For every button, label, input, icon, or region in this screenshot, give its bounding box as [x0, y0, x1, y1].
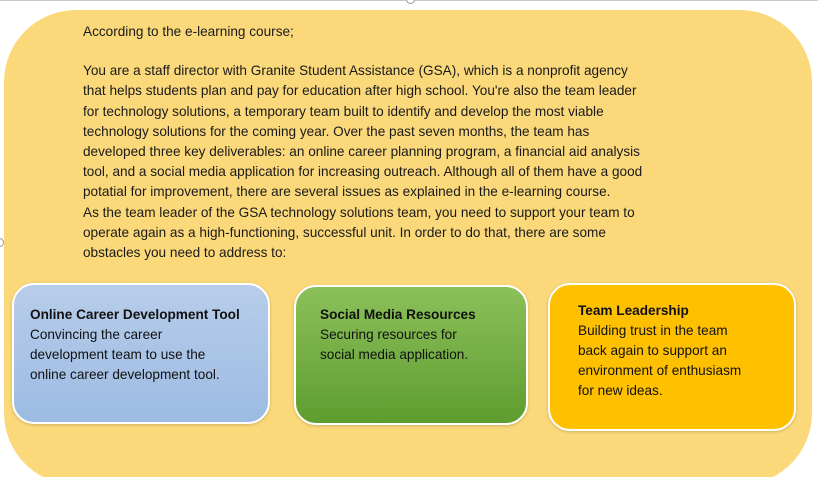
intro-line: tool, and a social media application for increasing outreach. Although all of them have a good [83, 164, 643, 180]
selection-handle-top[interactable] [406, 0, 415, 4]
obstacle-title: Online Career Development Tool [30, 307, 240, 322]
intro-text-block [83, 22, 733, 263]
obstacle-title: Social Media Resources [320, 307, 476, 322]
intro-line: As the team leader of the GSA technology solutions team, you need to support your team to [83, 204, 635, 220]
obstacle-line: for new ideas. [578, 383, 663, 398]
intro-lead: According to the e-learning course; [83, 24, 294, 39]
obstacle-title: Team Leadership [578, 303, 689, 318]
obstacle-line: environment of enthusiasm [578, 363, 742, 378]
obstacle-line: online career development tool. [30, 367, 220, 382]
obstacle-box-social-media [294, 285, 528, 425]
obstacle-line: Securing resources for [320, 327, 457, 342]
intro-line: obstacles you need to address to: [83, 245, 287, 261]
intro-line: potatial for improvement, there are several issues as explained in the e-learning course. [83, 184, 611, 200]
intro-line: operate again as a high-functioning, successful unit. In order to do that, there are some [83, 224, 606, 240]
obstacle-box-career-tool [12, 283, 270, 424]
obstacle-line: back again to support an [578, 343, 727, 358]
obstacle-line: Building trust in the team [578, 323, 728, 338]
intro-line: that helps students plan and pay for education after high school. You're also the team leader [83, 83, 637, 99]
intro-line: technology solutions for the coming year. Over the past seven months, the team has [83, 123, 590, 139]
intro-line: developed three key deliverables: an online career planning program, a financial aid analysis [83, 144, 640, 160]
obstacle-line: social media application. [320, 347, 469, 362]
obstacle-box-team-leadership [548, 283, 796, 431]
obstacle-line: Convincing the career [30, 327, 163, 342]
obstacle-line: development team to use the [30, 347, 206, 362]
intro-line: You are a staff director with Granite Student Assistance (GSA), which is a nonprofit agency [83, 63, 628, 79]
intro-line: for technology solutions, a temporary team built to identify and develop the most viable [83, 103, 604, 119]
